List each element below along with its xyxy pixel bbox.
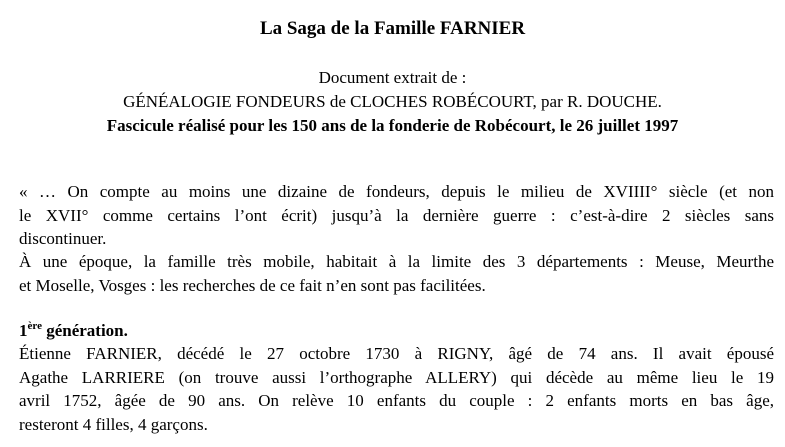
- generation-number: 1: [19, 321, 28, 340]
- document-title: La Saga de la Famille FARNIER: [259, 18, 526, 39]
- paragraph-line: À une époque, la famille très mobile, habitait à la limite des 3 départements : Meuse, Meurthe: [19, 252, 774, 271]
- paragraph-line: resteront 4 filles, 4 garçons.: [19, 414, 208, 434]
- paragraph-line: Étienne FARNIER, décédé le 27 octobre 1730 à RIGNY, âgé de 74 ans. Il avait épousé: [19, 344, 774, 363]
- paragraph-generation-1: [19, 342, 774, 436]
- generation-label: génération.: [41, 321, 128, 340]
- paragraph-founders: [19, 180, 774, 251]
- paragraph-line: « … On compte au moins une dizaine de fondeurs, depuis le milieu de XVIIII° siècle (et non: [19, 182, 774, 201]
- paragraph-departments: [19, 250, 774, 297]
- source-reference: GÉNÉALOGIE FONDEURS de CLOCHES ROBÉCOURT, par R. DOUCHE.: [123, 92, 662, 111]
- generation-heading: [19, 319, 128, 342]
- paragraph-line: le XVII° comme certains l’ont écrit) jusqu’à la dernière guerre : c’est-à-dire 2 siècles sans: [19, 205, 774, 225]
- generation-superscript: ère: [27, 320, 42, 332]
- source-booklet: Fascicule réalisé pour les 150 ans de la fonderie de Robécourt, le 26 juillet 1997: [106, 116, 679, 135]
- paragraph-line: Agathe LARRIERE (on trouve aussi l’orthographe ALLERY) qui décède au même lieu le 19: [19, 367, 774, 387]
- paragraph-line: et Moselle, Vosges : les recherches de ce fait n’en sont pas facilitées.: [19, 275, 486, 295]
- source-intro: Document extrait de :: [318, 68, 467, 87]
- paragraph-line: avril 1752, âgée de 90 ans. On relève 10 enfants du couple : 2 enfants morts en bas âge,: [19, 391, 774, 410]
- paragraph-line: discontinuer.: [19, 229, 107, 248]
